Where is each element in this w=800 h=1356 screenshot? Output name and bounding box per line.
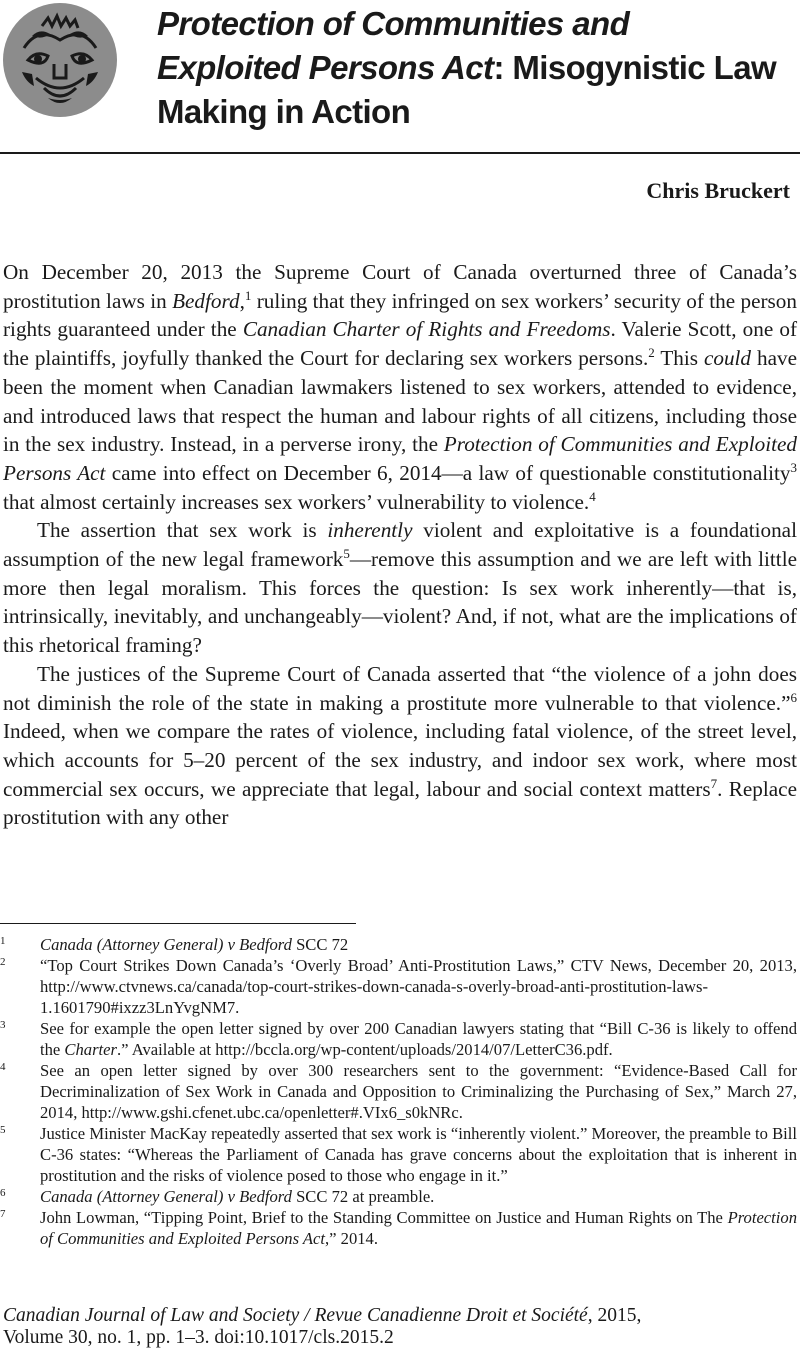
- italic-text: Charter: [64, 1040, 117, 1059]
- text-run: The assertion that sex work is: [37, 518, 328, 543]
- journal-line: [3, 1305, 793, 1327]
- footnote-number: 2: [0, 956, 6, 968]
- text-run: John Lowman, “Tipping Point, Brief to the Standing Committee on Justice and Human Rights on The: [40, 1208, 728, 1227]
- footnote-number: 4: [0, 1061, 6, 1073]
- text-run: SCC 72: [291, 935, 349, 954]
- italic-text: Canada (Attorney General) v Bedford: [40, 1187, 292, 1206]
- title-divider: [0, 152, 800, 154]
- footnote: [0, 955, 797, 1018]
- text-run: “Top Court Strikes Down Canada’s ‘Overly Broad’ Anti-Prostitution Laws,” CTV News, December 20, 2013, http://www.ctvnews.ca/canada/top-court-strikes-down-canada-s-overly-broad-anti-prostitution-laws-1.1601790#ixzz3LnYvgNM7.: [40, 956, 797, 1017]
- journal-name: Canadian Journal of Law and Society / Revue Canadienne Droit et Société: [3, 1305, 588, 1326]
- body-paragraph: [3, 660, 797, 832]
- text-run: On December 20, 2013 the Supreme Court of Canada overturned three of Canada’s prostitution laws in: [3, 260, 797, 313]
- footnote-text: [40, 955, 797, 1018]
- text-run: The justices of the Supreme Court of Canada asserted that “the violence of a john does not diminish the role of the state in making a prostitute more vulnerable to that violence.”: [3, 661, 797, 715]
- footnote-number: 7: [0, 1208, 6, 1220]
- title-italic-part: Protection of Communities and Exploited Persons Act: [157, 5, 630, 86]
- text-run: have been the moment when Canadian lawmakers listened to sex workers, attended to evidence, and introduced laws that respect the human and labour rights of all citizens, including those in the sex industry. Instead, in a perverse irony, the: [3, 346, 797, 457]
- article-title: [157, 2, 777, 134]
- footnote: [0, 934, 797, 955]
- footnote-ref: 3: [790, 459, 797, 475]
- footnote-ref: 6: [790, 689, 797, 705]
- text-run: Indeed, when we compare the rates of violence, including fatal violence, of the street level, which accounts for 5–20 percent of the sex industry, and indoor sex work, where most commercial sex occurs, we appreciate that legal, labour and social context matters: [3, 719, 797, 801]
- text-run: This: [654, 346, 704, 371]
- article-body: [3, 258, 797, 832]
- text-run: See an open letter signed by over 300 researchers sent to the government: “Evidence-Based Call for Decriminalization of Sex Work in Canada and Opposition to Criminalizing the Purchasing of Sex,” March 27, 2014, http://www.gshi.cfenet.ubc.ca/openletter#.VIx6_s0kNRc.: [40, 1061, 797, 1122]
- italic-text: Bedford: [172, 288, 240, 313]
- text-run: that almost certainly increases sex workers’ vulnerability to violence.: [3, 489, 590, 514]
- text-run: ,” 2014.: [325, 1229, 378, 1248]
- footnote-text: [40, 1123, 797, 1186]
- journal-volume: Volume 30, no. 1, pp. 1–3. doi:10.1017/cls.2015.2: [3, 1327, 394, 1348]
- italic-text: Protection of Communities and Exploited Persons Act: [40, 1208, 797, 1248]
- footnote-text: [40, 1207, 797, 1249]
- text-run: came into effect on December 6, 2014—a law of questionable constitutionality: [105, 460, 791, 485]
- journal-year: , 2015,: [587, 1305, 642, 1326]
- body-paragraph: [3, 258, 797, 516]
- text-run: . Replace prostitution with any other: [3, 776, 797, 830]
- footnote-ref: 2: [648, 345, 655, 361]
- body-paragraph: [3, 516, 797, 660]
- text-run: ruling that they infringed on sex workers’ security of the person rights guaranteed under the: [3, 288, 797, 342]
- text-run: —remove this assumption and we are left with little more then legal moralism. This forces the question: Is sex work inherently—that is, intrinsically, inevitably, and unchangeably—violent? And, if not, what are the implications of this rhetorical framing?: [3, 547, 797, 658]
- author-name: Chris Bruckert: [646, 178, 790, 203]
- italic-text: Canadian Charter of Rights and Freedoms: [242, 317, 611, 342]
- footnotes: [0, 934, 797, 1249]
- footnote-number: 1: [0, 935, 6, 947]
- footnote-text: [40, 1018, 797, 1060]
- footnote-ref: 5: [343, 546, 350, 562]
- footnote-text: [40, 1186, 797, 1207]
- footnote-number: 3: [0, 1019, 6, 1031]
- footnote: [0, 1123, 797, 1186]
- footnote-ref: 7: [710, 775, 718, 791]
- title-rest-part: : Misogynistic Law Making in Action: [157, 49, 777, 130]
- footnote-number: 6: [0, 1187, 6, 1199]
- text-run: violent and exploitative is a foundational assumption of the new legal framework: [3, 518, 797, 572]
- italic-text: inherently: [327, 518, 413, 543]
- footnote-ref: 4: [589, 488, 596, 504]
- footnote-number: 5: [0, 1124, 6, 1136]
- text-run: Justice Minister MacKay repeatedly asserted that sex work is “inherently violent.” Moreover, the preamble to Bill C-36 states: “Whereas the Parliament of Canada has grave concerns about the exploitation that is inherent in prostitution and the risks of violence posed to those who engage in it.”: [40, 1124, 797, 1185]
- footnote: [0, 1060, 797, 1123]
- journal-citation: [3, 1305, 793, 1349]
- text-run: ,: [239, 288, 245, 313]
- footnote: [0, 1186, 797, 1207]
- footnote-text: [40, 934, 797, 955]
- italic-text: Protection of Communities and Exploited Persons Act: [3, 432, 797, 485]
- footnote-text: [40, 1060, 797, 1123]
- italic-text: Canada (Attorney General) v Bedford: [40, 935, 292, 954]
- italic-text: could: [703, 346, 752, 371]
- haida-style-emblem-icon: [2, 2, 118, 118]
- text-run: . Valerie Scott, one of the plaintiffs, joyfully thanked the Court for declaring sex workers persons.: [3, 317, 797, 371]
- footnote: [0, 1207, 797, 1249]
- text-run: See for example the open letter signed by over 200 Canadian lawyers stating that “Bill C-36 is likely to offend the: [40, 1019, 797, 1059]
- footnote-ref: 1: [244, 287, 252, 303]
- text-run: SCC 72 at preamble.: [291, 1187, 435, 1206]
- footnote: [0, 1018, 797, 1060]
- text-run: .” Available at http://bccla.org/wp-content/uploads/2014/07/LetterC36.pdf.: [116, 1040, 613, 1059]
- footnote-divider: [0, 923, 356, 924]
